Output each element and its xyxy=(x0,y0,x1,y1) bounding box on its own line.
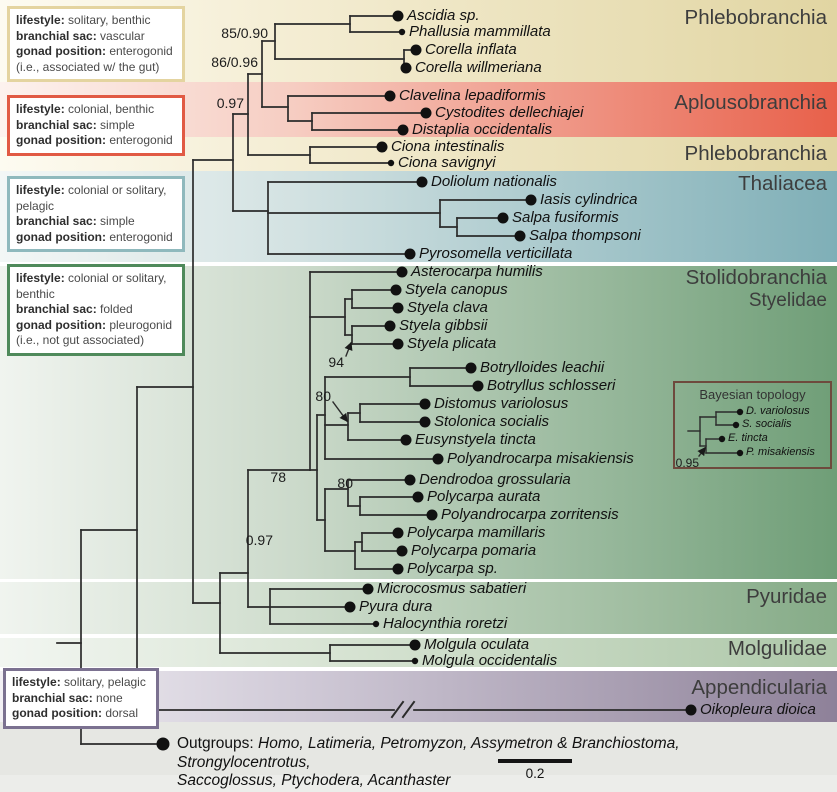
taxon-label: Ciona savignyi xyxy=(398,153,496,171)
support-value: 94 xyxy=(328,354,344,370)
legend-line: gonad position: pleurogonid xyxy=(16,317,173,332)
taxon-label: Polycarpa mamillaris xyxy=(407,523,546,541)
taxon-dot xyxy=(373,621,379,627)
inset-taxon-label: E. tincta xyxy=(728,432,768,444)
legend-line: gonad position: dorsal xyxy=(12,706,139,720)
outgroups-line1 xyxy=(177,735,817,772)
taxon-label: Stolonica socialis xyxy=(434,412,550,430)
taxon-dot xyxy=(397,546,408,557)
taxon-label: Salpa thompsoni xyxy=(529,226,641,244)
clade-label-thaliacea: Thaliacea xyxy=(738,172,827,195)
taxon-label: Polycarpa aurata xyxy=(427,487,541,505)
inset-taxon-label: P. misakiensis xyxy=(746,446,815,458)
taxon-dot xyxy=(420,399,431,410)
taxon-dot xyxy=(473,381,484,392)
inset-taxon-label: D. variolosus xyxy=(746,405,810,417)
taxon-dot xyxy=(397,267,408,278)
taxon-label: Polyandrocarpa zorritensis xyxy=(441,505,619,523)
taxon-label: Ciona intestinalis xyxy=(391,137,505,155)
legend-line: (i.e., associated w/ the gut) xyxy=(16,59,160,74)
taxon-dot xyxy=(405,249,416,260)
legend-line: pelagic xyxy=(16,198,55,213)
legend-box-stolidobranchia xyxy=(7,264,185,356)
taxon-dot xyxy=(686,705,697,716)
outgroups-names-1: Homo, Latimeria, Petromyzon, Assymetron & Branchiostoma, Strongylocentrotus, xyxy=(177,735,680,771)
support-value: 80 xyxy=(337,475,353,491)
taxon-dot xyxy=(498,213,509,224)
taxon-dot xyxy=(393,11,404,22)
taxon-dot xyxy=(420,417,431,428)
taxon-label: Microcosmus sabatieri xyxy=(377,579,527,597)
legend-line: lifestyle: colonial, benthic xyxy=(16,102,155,116)
taxon-label: Halocynthia roretzi xyxy=(383,614,508,632)
taxon-label: Asterocarpa humilis xyxy=(411,262,543,280)
taxon-dot xyxy=(345,602,356,613)
clade-label-phlebobranchia-2: Phlebobranchia xyxy=(684,142,827,165)
taxon-dot xyxy=(417,177,428,188)
outgroups-names-2: Saccoglossus, Ptychodera, Acanthaster xyxy=(177,772,451,789)
taxon-label: Pyura dura xyxy=(359,597,433,615)
legend-box-thaliacea xyxy=(7,176,185,252)
legend-line: lifestyle: colonial or solitary, xyxy=(16,183,167,197)
taxon-dot xyxy=(399,29,405,35)
inset-taxon-label: S. socialis xyxy=(742,418,792,430)
support-value: 86/0.96 xyxy=(211,54,258,70)
support-arrow xyxy=(333,402,347,421)
taxon-dot xyxy=(421,108,432,119)
taxon-dot xyxy=(411,45,422,56)
taxon-label: Doliolum nationalis xyxy=(431,172,557,190)
taxon-label: Botryllus schlosseri xyxy=(487,376,616,394)
legend-line: gonad position: enterogonid xyxy=(16,133,173,147)
taxon-label: Distomus variolosus xyxy=(434,394,569,412)
taxon-label: Corella inflata xyxy=(425,40,517,58)
taxon-dot xyxy=(427,510,438,521)
taxon-label: Styela plicata xyxy=(407,334,497,352)
legend-box-phlebobranchia xyxy=(7,6,185,82)
support-value: 85/0.90 xyxy=(221,25,268,41)
taxon-dot xyxy=(412,658,418,664)
taxon-label: Clavelina lepadiformis xyxy=(399,86,546,104)
scale-bar xyxy=(498,759,572,763)
taxon-dot xyxy=(526,195,537,206)
taxon-label: Polycarpa pomaria xyxy=(411,541,537,559)
support-value: 0.97 xyxy=(245,532,273,548)
support-value: 78 xyxy=(270,469,286,485)
taxon-dot xyxy=(393,339,404,350)
taxon-label: Polyandrocarpa misakiensis xyxy=(447,449,634,467)
legend-line: branchial sac: none xyxy=(12,690,123,705)
taxon-dot xyxy=(388,160,394,166)
bayesian-inset-title: Bayesian topology xyxy=(699,387,806,402)
taxon-dot xyxy=(413,492,424,503)
legend-line: branchial sac: folded xyxy=(16,302,133,316)
taxon-label: Ascidia sp. xyxy=(407,6,480,24)
taxon-dot xyxy=(401,63,412,74)
clade-label-pyuridae: Pyuridae xyxy=(746,585,827,608)
taxon-label: Polycarpa sp. xyxy=(407,559,498,577)
taxon-dot xyxy=(398,125,409,136)
taxon-label: Styela gibbsii xyxy=(399,316,488,334)
scale-bar-label: 0.2 xyxy=(525,766,545,781)
legend-line: branchial sac: simple xyxy=(16,117,135,132)
clade-label-styelidae: Styelidae xyxy=(748,290,827,311)
taxon-dot xyxy=(405,475,416,486)
taxon-label: Cystodites dellechiajei xyxy=(435,103,584,121)
taxon-dot xyxy=(391,285,402,296)
branch-break-icon xyxy=(403,702,414,717)
taxon-dot xyxy=(401,435,412,446)
taxon-label: Corella willmeriana xyxy=(415,58,542,76)
taxon-dot xyxy=(433,454,444,465)
support-value: 0.97 xyxy=(216,95,244,111)
legend-box-aplousobranchia xyxy=(7,95,185,156)
outgroups-dot xyxy=(157,738,170,751)
clade-label-phlebobranchia-1: Phlebobranchia xyxy=(684,6,827,29)
legend-line: lifestyle: colonial or solitary, xyxy=(16,271,167,285)
clade-label-appendicularia: Appendicularia xyxy=(691,676,827,699)
outgroups-caption xyxy=(177,735,817,791)
taxon-label: Dendrodoa grossularia xyxy=(419,470,571,488)
taxon-dot xyxy=(385,91,396,102)
taxon-dot xyxy=(385,321,396,332)
taxon-label: Styela clava xyxy=(407,298,488,316)
legend-line: (i.e., not gut associated) xyxy=(16,333,145,347)
taxon-label: Phallusia mammillata xyxy=(409,22,551,40)
support-value: 0.95 xyxy=(675,456,699,470)
taxon-dot xyxy=(410,640,421,651)
legend-line: lifestyle: solitary, benthic xyxy=(16,13,151,27)
taxon-label: Oikopleura dioica xyxy=(700,700,816,718)
legend-box-appendicularia xyxy=(3,668,159,729)
taxon-label: Eusynstyela tincta xyxy=(415,430,536,448)
legend-line: lifestyle: solitary, pelagic xyxy=(12,675,146,689)
taxon-label: Iasis cylindrica xyxy=(540,190,638,208)
taxon-dot xyxy=(466,363,477,374)
outgroups-prefix: Outgroups: xyxy=(177,735,258,752)
taxon-label: Salpa fusiformis xyxy=(512,208,619,226)
clade-label-molgulidae: Molgulidae xyxy=(727,637,827,660)
taxon-dot xyxy=(393,564,404,575)
support-arrow xyxy=(346,343,351,356)
taxon-label: Molgula occidentalis xyxy=(422,651,558,669)
taxon-label: Distaplia occidentalis xyxy=(412,120,553,138)
support-value: 80 xyxy=(315,388,331,404)
clade-label-stolidobranchia: Stolidobranchia xyxy=(685,266,827,289)
taxon-label: Pyrosomella verticillata xyxy=(419,244,573,262)
taxon-label: Botrylloides leachii xyxy=(480,358,605,376)
taxon-dot xyxy=(393,303,404,314)
taxon-dot xyxy=(363,584,374,595)
clade-label-aplousobranchia: Aplousobranchia xyxy=(674,91,827,114)
taxon-label: Molgula oculata xyxy=(424,635,530,653)
legend-line: branchial sac: vascular xyxy=(16,28,145,43)
legend-line: gonad position: enterogonid xyxy=(16,44,173,58)
legend-line: benthic xyxy=(16,286,55,301)
legend-line: branchial sac: simple xyxy=(16,214,135,228)
taxon-dot xyxy=(515,231,526,242)
taxon-dot xyxy=(393,528,404,539)
taxon-label: Styela canopus xyxy=(405,280,508,298)
taxon-dot xyxy=(377,142,388,153)
legend-line: gonad position: enterogonid xyxy=(16,229,173,244)
